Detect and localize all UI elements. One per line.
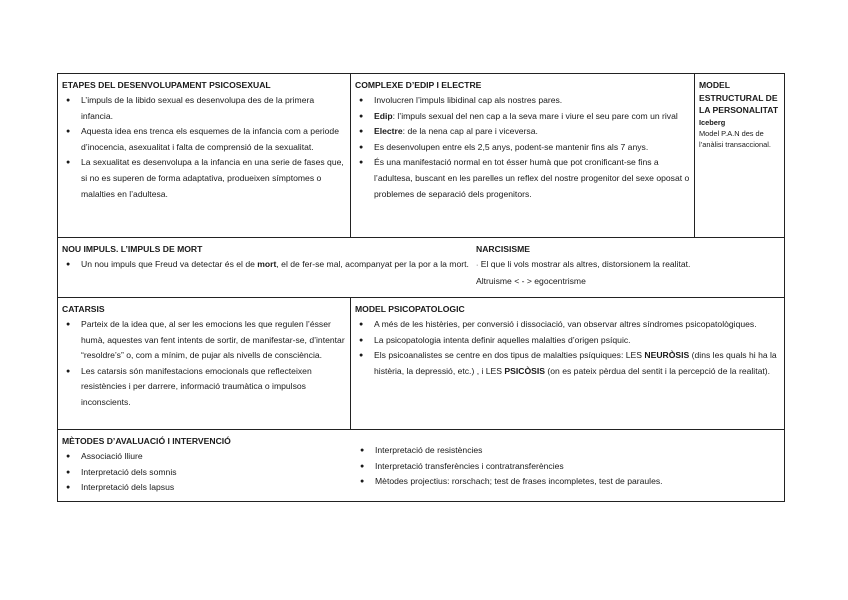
list-item [355,124,690,140]
edip-title: COMPLEXE D’EDIP I ELECTRE [355,80,482,90]
etapes-cell [58,74,351,238]
psicopato-list [355,317,780,379]
model-pan: Model P.A.N des de l’anàlisi transaccional. [699,128,771,149]
narcisisme-title: NARCISISME [476,244,530,254]
list-item: ● Involucren l’impuls libidinal cap als nostres pares. [355,93,690,109]
nou-impuls-section [62,243,472,289]
catarsis-cell [58,298,351,430]
model-title: MODEL ESTRUCTURAL DE LA PERSONALITAT [699,80,779,115]
list-item [355,109,690,125]
etapes-title: ETAPES DEL DESENVOLUPAMENT PSICOSEXUAL [62,80,271,90]
psicopato-text: Els psicoanalistes se centre en dos tipus de malalties psíquiques: LES [374,350,645,361]
nou-impuls-text-end: , el de fer-se mal, acompanyat per la por a la mort. [276,259,469,269]
list-item: ● Interpretació transferències i contratransferències [356,459,780,475]
narcisisme-text [476,257,780,289]
psicopato-text-mid: (dins les quals hi ha la histèria, la depressió, etc.) , i LES [374,350,777,376]
metodes-right-list [356,443,780,490]
psicosis-term: PSICÒSIS [504,365,545,376]
list-item: ● Mètodes projectius: rorschach; test de frases incompletes, test de paraules. [356,474,780,490]
narcisisme-bullet: · [476,262,479,269]
edip-definition: : l’impuls sexual del nen cap a la seva mare i viure el seu pare com un rival [392,110,678,121]
list-item: ● Es desenvolupen entre els 2,5 anys, podent-se mantenir fins als 7 anys. [355,140,690,156]
metodes-right [352,443,780,496]
list-item: ● La sexualitat es desenvolupa a la infancia en una serie de fases que, si no es superen de forma adaptativa, produeixen símptomes o malalties en l’adultesa. [62,155,346,202]
electre-definition: : de la nena cap al pare i viceversa. [402,126,538,137]
metodes-cell [58,430,785,502]
psicopato-cell [351,298,785,430]
list-item: ● Interpretació dels lapsus [62,480,352,496]
model-cell [695,74,785,238]
list-item: ● A més de les histèries, per conversió i dissociació, van observar altres síndromes psicopatològiques. [355,317,780,333]
list-item: ● Parteix de la idea que, al ser les emocions les que regulen l’ésser humà, aquestes van fent intents de sortir, de manifestar-se, d’intentar “resoldre’s” o, com a mínim, de pujar als nivells de consciència. [62,317,346,364]
list-item: ● Interpretació dels somnis [62,465,352,481]
etapes-list [62,93,346,202]
list-item: ● La psicopatologia intenta definir aquelles malalties d’origen psíquic. [355,333,780,349]
list-item: ● És una manifestació normal en tot ésser humà que pot cronificant-se fins a l’adultesa, buscant en les parelles un reflex del nostre progenitor del sexe oposat o problemes de separació dels progenitors. [355,155,690,202]
impuls-narcisisme-cell [58,238,785,298]
narcisisme-section [472,243,780,289]
list-item: ● Associació lliure [62,449,352,465]
model-iceberg: Iceberg [699,117,726,127]
nou-impuls-bold: mort [257,259,277,269]
edip-cell [351,74,695,238]
nou-impuls-list [62,257,472,273]
nou-impuls-title: NOU IMPULS. L’IMPULS DE MORT [62,244,203,254]
psicopato-text-end: (on es pateix pèrdua del sentit i la percepció de la realitat). [545,365,770,376]
list-item [62,257,472,273]
nou-impuls-text: Un nou impuls que Freud va detectar és el de [81,259,258,269]
catarsis-title: CATARSIS [62,304,105,314]
edip-list [355,93,690,202]
neurosis-term: NEURÒSIS [644,350,690,361]
metodes-title: MÈTODES D’AVALUACIÓ I INTERVENCIÓ [62,436,231,446]
catarsis-list [62,317,346,411]
list-item: ● L’impuls de la libido sexual es desenvolupa des de la primera infancia. [62,93,346,124]
list-item: ● Aquesta idea ens trenca els esquemes de la infancia com a periode d’inocencia, asexualitat i falta de comprensió de la sexualitat. [62,124,346,155]
metodes-left [62,449,352,496]
list-item: ● Interpretació de resistències [356,443,780,459]
narcisisme-line1: El que li vols mostrar als altres, distorsionem la realitat. [478,259,691,269]
electre-term: Electre [374,126,403,137]
list-item: ● Les catarsis són manifestacions emocionals que reflecteixen resistències i per darrere, informació traumàtica o impulsos inconscients. [62,364,346,411]
metodes-left-list [62,449,352,496]
list-item [355,348,780,379]
summary-table [57,73,785,502]
psicopato-title: MODEL PSICOPATOLOGIC [355,304,465,314]
edip-term: Edip [374,110,393,121]
narcisisme-line2: Altruisme < - > egocentrisme [476,275,586,286]
